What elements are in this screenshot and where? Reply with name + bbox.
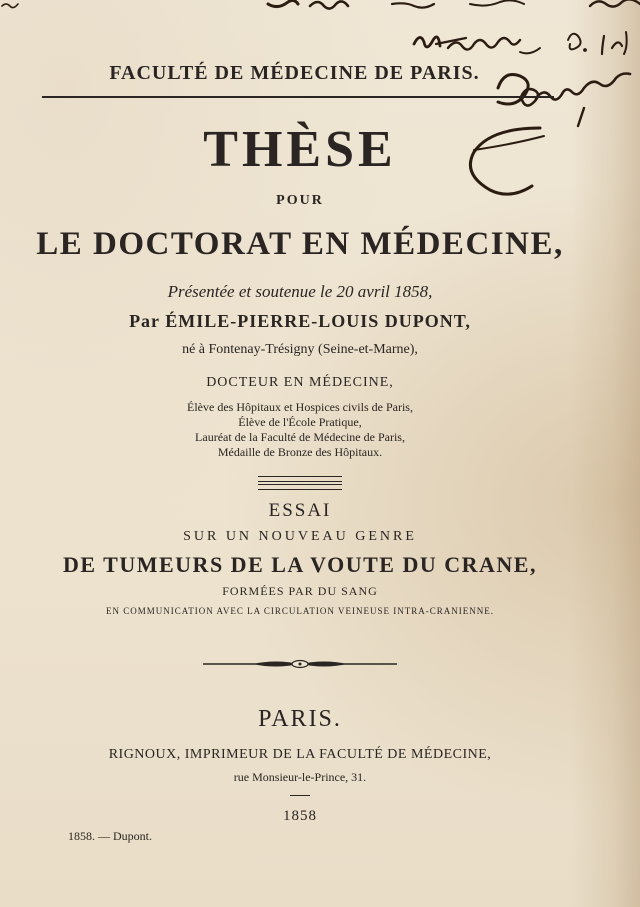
subject-line-1: SUR UN NOUVEAU GENRE (183, 529, 417, 544)
subject-line-3: FORMÉES PAR DU SANG (222, 584, 378, 598)
defense-date-line: Présentée et soutenue le 20 avril 1858, (167, 282, 433, 301)
year-rule (290, 795, 310, 796)
double-rule-lower (258, 484, 342, 490)
author-line: Par ÉMILE-PIERRE-LOUIS DUPONT, (129, 311, 471, 331)
essai-heading: ESSAI (268, 500, 332, 521)
imprint-year: 1858 (283, 808, 317, 824)
subject-title: DE TUMEURS DE LA VOUTE DU CRANE, (63, 552, 537, 577)
author-title-1: Élève des Hôpitaux et Hospices civils de Paris, (187, 400, 413, 414)
double-rule-upper (258, 476, 342, 482)
subject-line-4: EN COMMUNICATION AVEC LA CIRCULATION VEINEUSE INTRA-CRANIENNE. (106, 606, 494, 616)
thesis-title: THÈSE (203, 121, 397, 178)
author-title-2: Élève de l'École Pratique, (238, 415, 362, 429)
author-title-3: Lauréat de la Faculté de Médecine de Paris, (195, 430, 405, 444)
imprint-city: PARIS. (258, 706, 342, 732)
footer-reference: 1858. — Dupont. (68, 829, 152, 843)
author-title-4: Médaille de Bronze des Hôpitaux. (217, 445, 383, 459)
birthplace-line: né à Fontenay-Trésigny (Seine-et-Marne), (182, 342, 418, 357)
imprint-address: rue Monsieur-le-Prince, 31. (233, 770, 367, 784)
top-rule (42, 96, 554, 98)
imprint-printer: RIGNOUX, IMPRIMEUR DE LA FACULTÉ DE MÉDECINE, (108, 747, 492, 762)
degree-title: LE DOCTORAT EN MÉDECINE, (36, 226, 564, 262)
author-degree: DOCTEUR EN MÉDECINE, (206, 375, 394, 390)
ornamental-divider (203, 657, 397, 671)
pour-label: POUR (276, 193, 324, 208)
faculty-heading: FACULTÉ DE MÉDECINE DE PARIS. (109, 62, 480, 84)
